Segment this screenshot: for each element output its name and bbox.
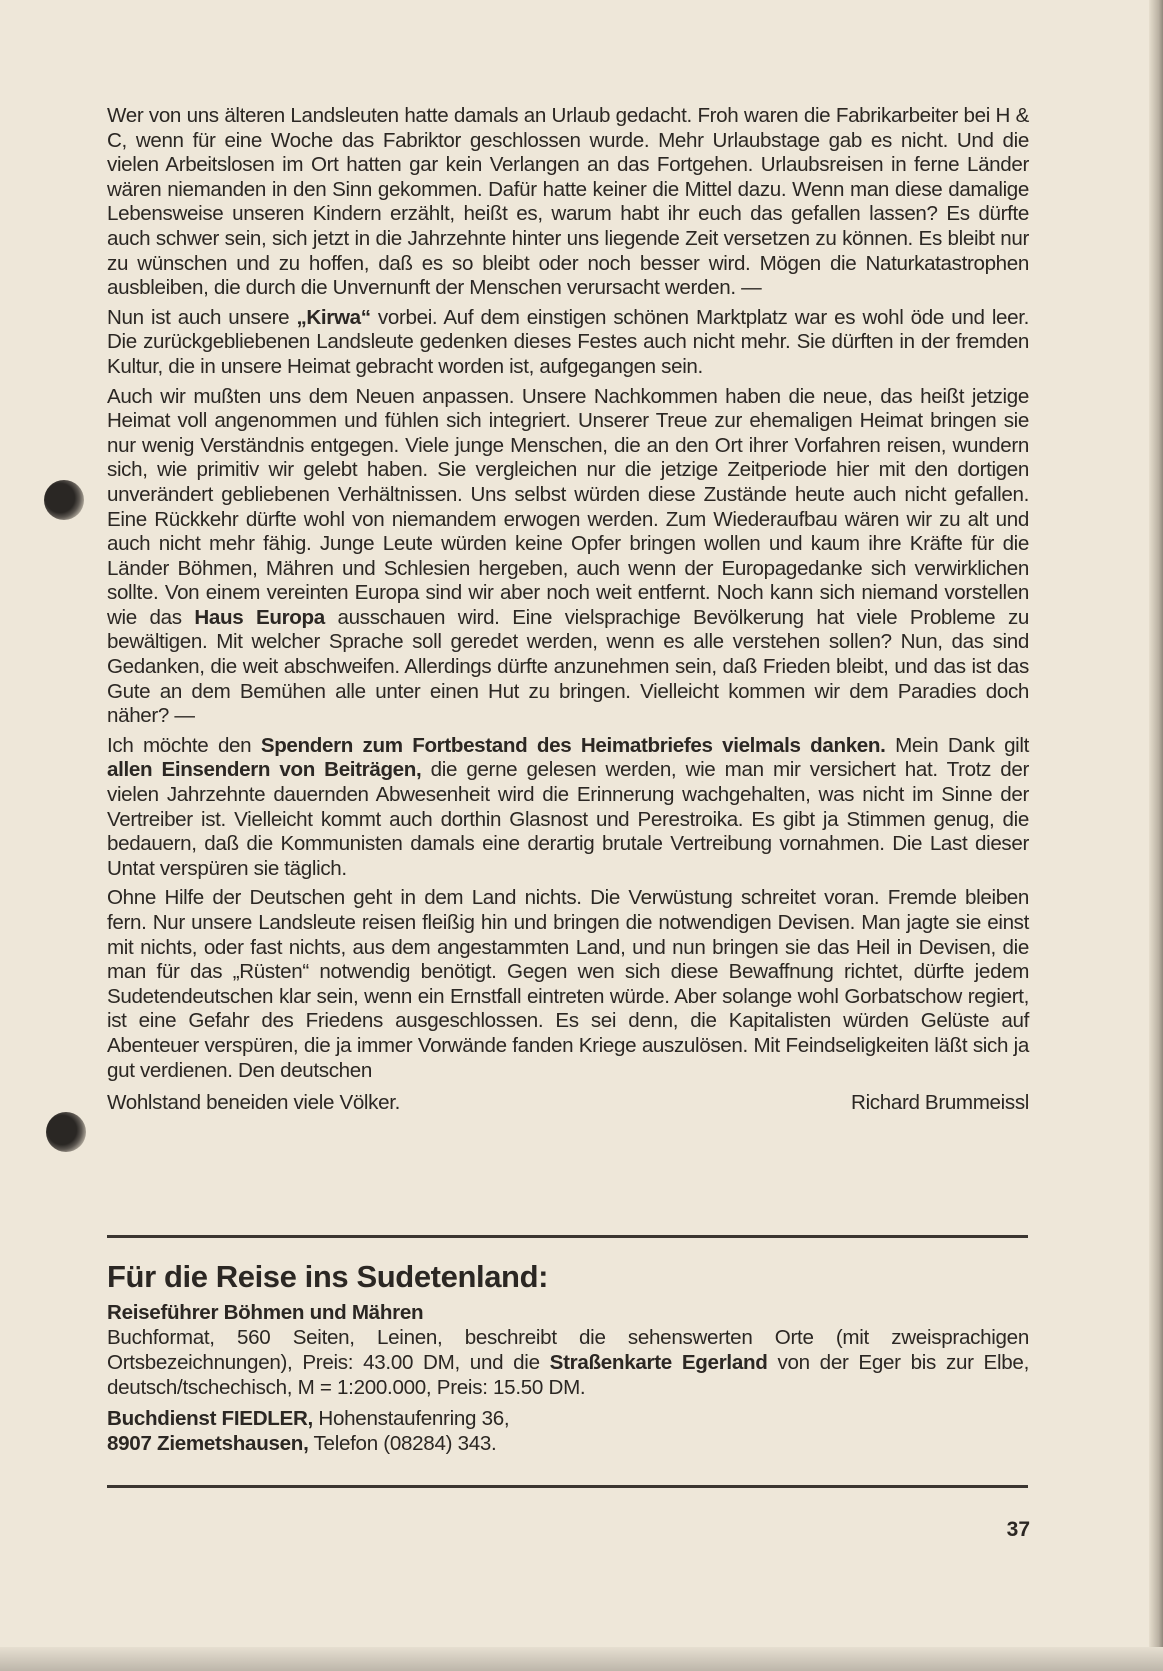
spendern-bold: Spendern zum Fortbestand des Heimatbriefes vielmals danken.: [260, 733, 886, 757]
paragraph-4-text-a: Ich möchte den: [107, 733, 261, 757]
ad-description-a: Buchformat, 560 Seiten, Leinen, beschreibt die sehenswerten Orte (mit zweisprachigen Ortsbezeichnungen), Preis: 43.00 DM, und die: [107, 1326, 1029, 1374]
divider-top: [107, 1235, 1028, 1238]
paragraph-1-text: Wer von uns älteren Landsleuten hatte damals an Urlaub gedacht. Froh waren die Fabrikarbeiter bei H & C, wenn für eine Woche das Fabriktor geschlossen wurde. Mehr Urlaubstage gab es nicht. Und die vielen Arbeitslosen im Ort hatten gar kein Verlangen an das Fortgehen. Urlaubsreisen in ferne Länder wären niemanden in den Sinn gekommen. Dafür hatte keiner die Mittel dazu. Wenn man diese damalige Lebensweise unseren Kindern erzählt, heißt es, warum habt ihr euch das gefallen lassen? Es dürfte auch schwer sein, sich jetzt in die Jahrzehnte hinter uns liegende Zeit versetzen zu können. Es bleibt nur zu wünschen und zu hoffen, daß es so bleibt oder noch besser wird. Mögen die Naturkatastrophen ausbleiben, die durch die Unvernunft der Menschen verursacht werden. —: [107, 104, 1029, 300]
paragraph-5-last-line: Wohlstand beneiden viele Völker.: [107, 1091, 400, 1115]
ad-title: Für die Reise ins Sudetenland:: [107, 1259, 549, 1294]
vendor-name: Buchdienst FIEDLER,: [107, 1407, 313, 1430]
paragraph-3: [107, 385, 1029, 729]
vendor-city: 8907 Ziemetshausen,: [107, 1432, 309, 1455]
advertisement: [107, 1258, 1029, 1456]
paragraph-2-text-a: Nun ist auch unsere: [107, 305, 297, 329]
paragraph-2: [107, 306, 1029, 380]
page-number: 37: [1006, 1518, 1030, 1541]
ad-description: [107, 1325, 1029, 1400]
paragraph-4-text-b: Mein Dank gilt: [885, 733, 1029, 757]
vendor-phone: Telefon (08284) 343.: [308, 1432, 497, 1455]
divider-bottom: [107, 1485, 1028, 1488]
paragraph-4-text-c: die gerne gelesen werden, wie man mir versichert hat. Trotz der vielen Jahrzehnte dauernden Abwesenheit wird die Erinnerung wachgehalten, was nicht im Sinne der Vertreiber ist. Vielleicht kommt auch dorthin Glasnost und Perestroika. Es gibt ja Stimmen genug, die bedauern, daß die Kommunisten damals eine derartig brutale Vertreibung vornahmen. Die Last dieser Untat verspüren sie täglich.: [107, 758, 1029, 880]
vendor-line: [107, 1406, 1029, 1431]
paragraph-3-text-b: ausschauen wird. Eine vielsprachige Bevölkerung hat viele Probleme zu bewältigen. Mit welcher Sprache soll geredet werden, wenn es alle verstehen sollen? Nun, das sind Gedanken, die weit abschweifen. Allerdings dürfte anzunehmen sein, daß Frieden bleibt, und das ist das Gute an dem Bemühen alle unter einen Hut zu bringen. Vielleicht kommen wir dem Paradies doch näher? —: [107, 605, 1030, 728]
paragraph-3-text-a: Auch wir mußten uns dem Neuen anpassen. Unsere Nachkommen haben die neue, das heißt jetzige Heimat voll angenommen und fühlen sich integriert. Unserer Treue zur ehemaligen Heimat bringen sie nur wenig Verständnis entgegen. Viele junge Menschen, die an den Ort ihrer Vorfahren reisen, wundern sich, wie primitiv wir gelebt haben. Sie vergleichen nur die jetzige Zeitperiode hier mit den dortigen unverändert gebliebenen Verhältnissen. Uns selbst würden diese Zustände heute auch nicht gefallen. Eine Rückkehr dürfte wohl von niemandem erwogen werden. Zum Wiederaufbau wären wir zu alt und auch nicht mehr fähig. Junge Leute würden keine Opfer bringen wollen und kaum ihre Kräfte für die Länder Böhmen, Mähren und Schlesien hergeben, auch wenn der Europagedanke sich verwirklichen sollte. Von einem vereinten Europa sind wir aber noch weit entfernt. Noch kann sich niemand vorstellen wie das: [107, 384, 1029, 629]
paragraph-5: [107, 886, 1029, 1083]
paragraph-4: [107, 734, 1029, 882]
author-signature: Richard Brummeissl: [851, 1091, 1029, 1115]
strassenkarte-bold: Straßenkarte Egerland: [549, 1351, 768, 1374]
haus-europa-bold: Haus Europa: [194, 605, 325, 629]
paragraph-1: [107, 104, 1029, 301]
ad-description-b: von der Eger bis zur Elbe, deutsch/tschechisch, M = 1:200.000, Preis: 15.50 DM.: [107, 1351, 1029, 1399]
punch-hole-top: [44, 480, 84, 520]
einsendern-bold: allen Einsendern von Beiträgen,: [107, 758, 422, 782]
kirwa-bold: „Kirwa“: [296, 305, 371, 329]
closing-line: [107, 1083, 1029, 1116]
paragraph-2-text-b: vorbei. Auf dem einstigen schönen Marktplatz war es wohl öde und leer. Die zurückgebliebenen Landsleute gedenken dieses Festes auch nicht mehr. Sie dürften in der fremden Kultur, die in unsere Heimat gebracht worden ist, aufgegangen sein.: [107, 305, 1029, 378]
article-body: [107, 104, 1029, 1116]
page-edge-shadow: [1149, 0, 1163, 1671]
ad-subtitle: Reiseführer Böhmen und Mähren: [107, 1301, 424, 1324]
vendor-address: Hohenstaufenring 36,: [312, 1407, 510, 1430]
punch-hole-bottom: [46, 1112, 86, 1152]
paragraph-5-text: Ohne Hilfe der Deutschen geht in dem Land nichts. Die Verwüstung schreitet voran. Fremde bleiben fern. Nur unsere Landsleute reisen fleißig hin und bringen die notwendigen Devisen. Man jagte sie einst mit nichts, oder fast nichts, aus dem angestammten Land, und nun bringen sie das Heil in Devisen, die man für das „Rüsten“ notwendig benötigt. Gegen wen sich diese Bewaffnung richtet, dürfte jedem Sudetendeutschen klar sein, wenn ein Ernstfall eintreten würde. Aber solange wohl Gorbatschow regiert, ist eine Gefahr des Friedens ausgeschlossen. Es sei denn, die Kapitalisten würden Gelüste auf Abenteuer verspüren, die ja immer Vorwände fanden Kriege auszulösen. Mit Feindseligkeiten läßt sich ja gut verdienen. Den deutschen: [107, 886, 1029, 1082]
page-bottom-shadow: [0, 1647, 1163, 1671]
city-line: [107, 1431, 1029, 1456]
